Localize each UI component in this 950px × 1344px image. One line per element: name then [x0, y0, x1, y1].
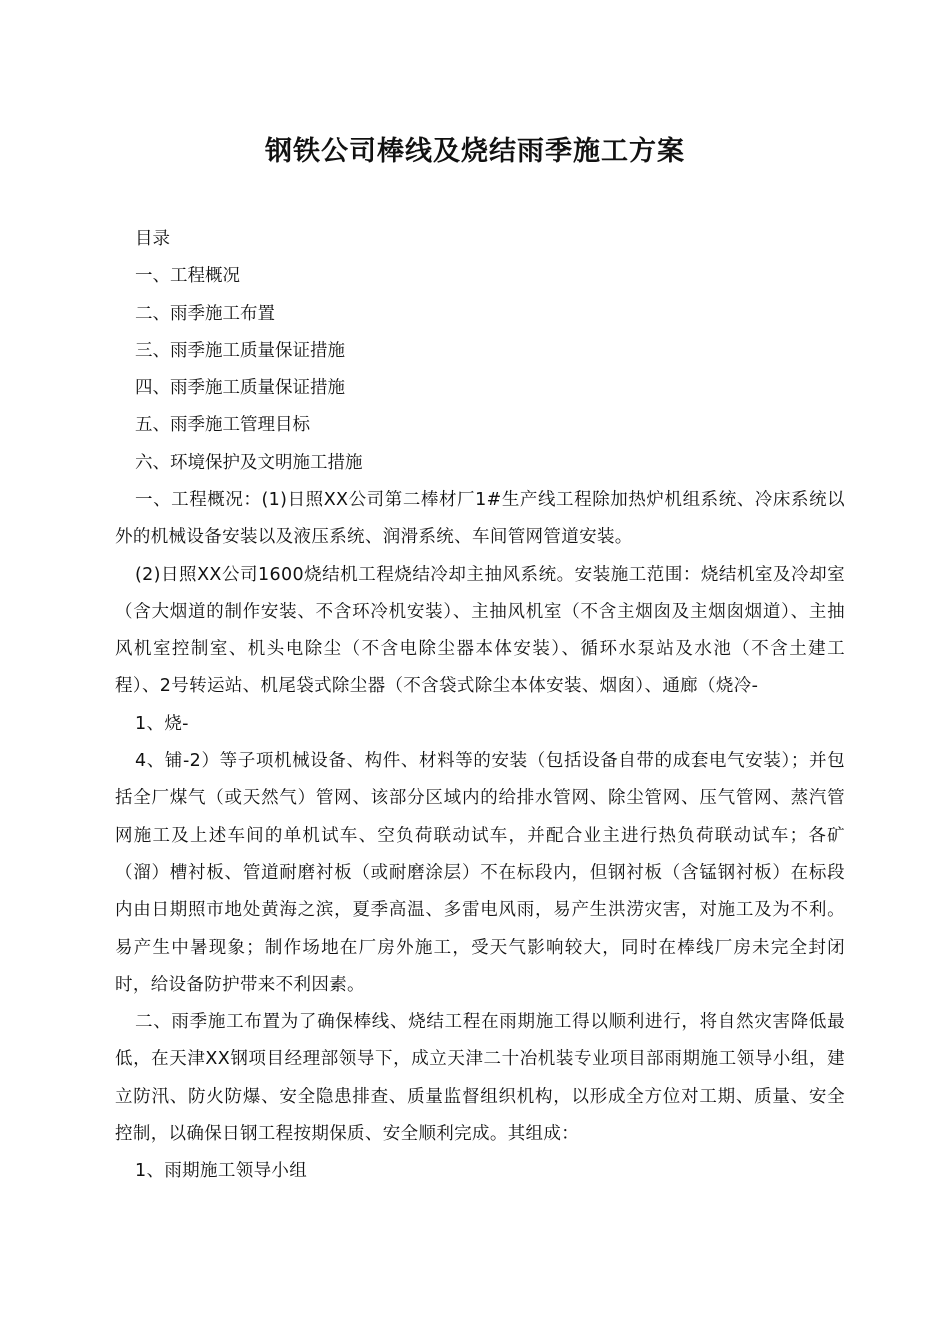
toc-item: 四、雨季施工质量保证措施 — [135, 378, 345, 399]
toc-item: 一、工程概况 — [135, 266, 240, 287]
toc-item: 五、雨季施工管理目标 — [135, 415, 310, 436]
paragraph-sintering-scope: (2)日照XX公司1600烧结机工程烧结冷却主抽风系统。安装施工范围：烧结机室及冷却室（含大烟道的制作安装、不含环冷机安装）、主抽风机室（不含主烟囱及主烟囱烟道）、主抽风机室控制室、机头电除尘（不含电除尘器本体安装）、循环水泵站及水池（不含土建工程）、2号转运站、机尾袋式除尘器（不含袋式除尘本体安装、烟囱）、通廊（烧冷- — [115, 564, 845, 697]
paragraph-installation-scope: 4、铺-2）等子项机械设备、构件、材料等的安装（包括设备自带的成套电气安装）；并包括全厂煤气（或天然气）管网、该部分区域内的给排水管网、除尘管网、压气管网、蒸汽管网施工及上述车间的单机试车、空负荷联动试车，并配合业主进行热负荷联动试车；各矿（溜）槽衬板、管道耐磨衬板（或耐磨涂层）不在标段内，但钢衬板（含锰钢衬板）在标段内由日期照市地处黄海之滨，夏季高温、多雷电风雨，易产生洪涝灾害，对施工及为不利。易产生中暑现象；制作场地在厂房外施工，受天气影响较大，同时在棒线厂房未完全封闭时，给设备防护带来不利因素。 — [115, 751, 845, 995]
paragraph-leading-group: 1、雨期施工领导小组 — [135, 1161, 308, 1182]
document-title: 钢铁公司棒线及烧结雨季施工方案 — [265, 136, 685, 167]
toc-item: 六、环境保护及文明施工措施 — [135, 452, 363, 473]
paragraph-project-overview: 一、工程概况：(1)日照XX公司第二棒材厂1#生产线工程除加热炉机组系统、冷床系统以外的机械设备安装以及液压系统、润滑系统、车间管网管道安装。 — [115, 490, 845, 548]
paragraph-fragment: 1、烧- — [135, 713, 189, 734]
toc-item: 三、雨季施工质量保证措施 — [135, 340, 345, 361]
toc-item: 二、雨季施工布置 — [135, 303, 275, 324]
document-body — [115, 482, 845, 1191]
toc-heading: 目录 — [135, 229, 170, 249]
table-of-contents — [135, 221, 363, 482]
paragraph-rainy-season-layout: 二、雨季施工布置为了确保棒线、烧结工程在雨期施工得以顺利进行，将自然灾害降低最低，在天津XX钢项目经理部领导下，成立天津二十冶机装专业项目部雨期施工领导小组，建立防汛、防火防爆、安全隐患排查、质量监督组织机构，以形成全方位对工期、质量、安全控制，以确保日钢工程按期保质、安全顺利完成。其组成： — [115, 1012, 845, 1145]
